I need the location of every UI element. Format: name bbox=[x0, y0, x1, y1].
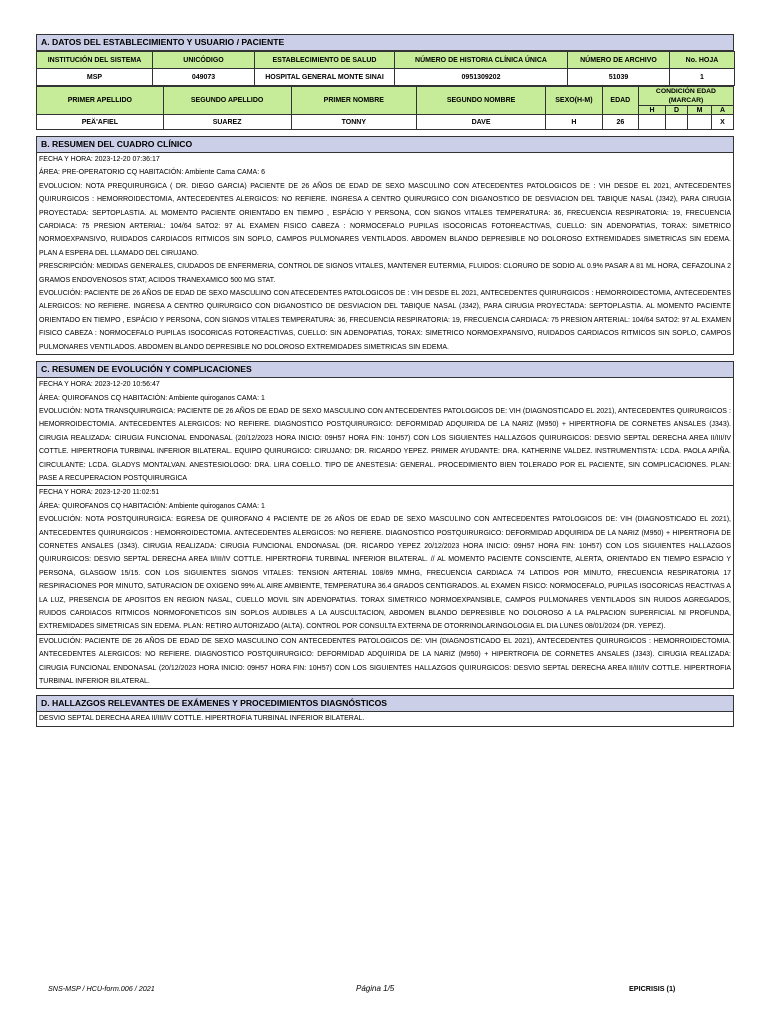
header-establecimiento: ESTABLECIMIENTO DE SALUD bbox=[255, 52, 395, 69]
c2-evolucion-2: EVOLUCIÓN: PACIENTE DE 26 AÑOS DE EDAD DE SEXO MASCULINO CON ANTECEDENTES PATOLOGICOS DE: VIH (DIAGNOSTICADO EL 2021), ANTECEDENTES QUIRURGICOS : HEMORROIDECTOMIA. ANTECEDENTES ALERGICOS: NO REFIERE. DIAGNOSTICO POSTQUIRURGICO: DEFORMIDAD ADQUIRIDA DE LA NARIZ (M950) + HIPERTROFIA DE CORNETES ANSALES (J343). CIRUGIA REALIZADA: CIRUGIA FUNCIONAL ENDONASAL (20/12/2023 HORA INICIO: 09H57 HORA FIN: 10H57) CON LOS SIGUIENTES HALLAZGOS QUIRURGICOS: DESVIO SEPTAL DERECHA AREA II/III/IV COTTLE. HIPERTROFIA TURBINAL INFERIOR BILATERAL. bbox=[37, 634, 733, 689]
header-segundo-nombre: SEGUNDO NOMBRE bbox=[417, 87, 546, 115]
section-c-body bbox=[36, 378, 734, 689]
c2-evolucion: EVOLUCIÓN: NOTA POSTQUIRURGICA: EGRESA DE QUIROFANO 4 PACIENTE DE 26 AÑOS DE EDAD DE SEXO MASCULINO CON ANTECEDENTES PATOLOGICOS DE: VIH (DIAGNOSTICADO EL 2021), ANTECEDENTES QUIRURGICOS : HEMORROIDECTOMIA. ANTECEDENTES ALERGICOS: NO REFIERE. DIAGNOSTICO POSTQUIRURGICO: DEFORMIDAD ADQUIRIDA DE LA NARIZ (M950) + HIPERTROFIA DE CORNETES ANSALES (J343). CIRUGIA REALIZADA: CIRUGIA FUNCIONAL ENDONASAL (DR. RICARDO YEPEZ 20/12/2023 HORA INICIO: 09H57 HORA FIN: 10H57) CON LOS SIGUIENTES HALLAZGOS QUIRURGICOS: DESVIO SEPTAL DERECHA AREA II/III/IV COTTLE. HIPERTROFIA TURBINAL INFERIOR BILATERAL. // AL MOMENTO PACIENTE CONSCIENTE, ALERTA, ORIENTADO EN TIEMPO ESPACIO Y PERSONA, GLASGOW 15/15. CON LOS SIGUIENTES SIGNOS VITALES: TENSION ARTERIAL 108/69 MMHG, FRECUENCIA CARDIACA 74 LATIDOS POR MINUTO, FRECUENCIA RESPIRATORIA 17 RESPIRACIONES POR MINUTO, SATURACION DE OXIGENO 99% AL AIRE AMBIENTE, TEMPERATURA 36.4 GRADOS CENTIGRADOS. AL EXAMEN FISICO: NORMOCEFALO, PUPILAS ISOCORICAS REACTIVAS A LA LUZ, PRESENCIA DE APOSITOS EN REGION NASAL, CUELLO MOVIL SIN ADENOPATIAS. TORAX SIMETRICO NORMOEXPANSIBLE, CAMPOS PULMONARES VENTILADOS SIN RUIDOS AGREGADOS, RUIDOS CARDIACOS RITMICOS NORMOFONETICOS SIN SOPLOS AUDIBLES A LA AUSCULTACION, ABDOMEN BLANDO DEPRESIBLE NO DOLOROSO A LA PALPACION SUPERFICIAL NI PROFUNDA, EXTREMIDADES SIMETRICAS SIN EDEMA. PLAN: RETIRO AUTORIZADO (ALTA). CONTROL POR CONSULTA EXTERNA DE OTORRINOLARINGOLOGIA EL DIA LUNES 08/01/2024 (DR. YEPEZ). bbox=[39, 516, 731, 631]
value-archivo: 51039 bbox=[568, 69, 670, 86]
value-cond-m bbox=[688, 115, 712, 130]
c2-area: ÁREA: QUIROFANOS CQ HABITACIÓN: Ambiente quiroganos CAMA: 1 bbox=[39, 502, 265, 510]
header-historia-clinica: NÚMERO DE HISTORIA CLÍNICA ÚNICA bbox=[395, 52, 568, 69]
b-evolucion-2: EVOLUCIÓN: PACIENTE DE 26 AÑOS DE EDAD DE SEXO MASCULINO CON ATECEDENTES PATOLOGICOS DE : VIH DESDE EL 2021, ANTECEDENTES QUIRURGICOS : HEMORROIDECTOMIA, ANTECEDENTES ALERGICOS: NO REFIERE. INGRESA A CENTRO QUIRURGICO CON DIGANOSTICO DE DESVIACION DEL TABIQUE NASAL (J342), PARA CIRUGIA PROYECTADA: SEPTOPLASTIA. AL MOMENTO PACIENTE ORIENTADO EN TIEMPO , ESPÁCIO Y PERSONA, CON SIGNOS VITALES TEMPERATURA: 36, FRECUENCIA RESPIRATORIA: 19, FRECUENCIA CARDIACA: 75 PRESION ARTERIAL: 104/64 SATO2: 97 AL EXAMEN FISICO CABEZA : NORMOCEFALO PUPILAS ISOCORICAS FOTOREACTIVAS, CUELLO: SIN ADENOPATIAS, TORAX: SIMETRICO NORMOEXPANSIVO, RUIDADOS CARDIACOS RITMICOS SIN SOPLO, CAMPOS PULMONARES VENTILADOS. ABDOMEN BLANDO DEPRESIBLE NO DOLOROSO EXTREMIDADES SIMETRICAS SIN EDEMA. bbox=[39, 290, 731, 351]
value-cond-a: X bbox=[712, 115, 734, 130]
value-establecimiento: HOSPITAL GENERAL MONTE SINAI bbox=[255, 69, 395, 86]
header-condicion-edad: CONDICIÓN EDAD (MARCAR) bbox=[638, 87, 733, 106]
c1-area: ÁREA: QUIROFANOS CQ HABITACIÓN: Ambiente quiroganos CAMA: 1 bbox=[39, 394, 265, 402]
value-unicodigo: 049073 bbox=[153, 69, 255, 86]
d-text: DESVIO SEPTAL DERECHA AREA II/III/IV COTTLE. HIPERTROFIA TURBINAL INFERIOR BILATERAL. bbox=[39, 715, 365, 723]
b-prescripcion: PRESCRIPCIÓN: MEDIDAS GENERALES, CIUDADOS DE ENFERMERIA, CONTROL DE SIGNOS VITALES, MANTENER EUTERMIA, FLUIDOS: CLORURO DE SODIO AL 0.9% PASAR A 81 ML HORA, CEFAZOLINA 2 GRAMOS ENDOVENOSOS STAT, ACIDOS TRANEXAMICO 500 MG STAT. bbox=[39, 263, 731, 284]
cond-h: H bbox=[638, 106, 665, 115]
header-primer-nombre: PRIMER NOMBRE bbox=[291, 87, 417, 115]
value-sexo: H bbox=[546, 115, 603, 130]
establishment-table bbox=[36, 51, 735, 86]
header-hoja: No. HOJA bbox=[670, 52, 735, 69]
c2-fecha: FECHA Y HORA: 2023-12-20 11:02:51 bbox=[39, 489, 160, 497]
b-area: ÁREA: PRE-OPERATORIO CQ HABITACIÓN: Ambiente Cama CAMA: 6 bbox=[39, 169, 265, 177]
c-entry bbox=[37, 485, 733, 688]
form-page bbox=[36, 34, 734, 727]
section-b-body bbox=[36, 153, 734, 355]
header-sexo: SEXO(H-M) bbox=[546, 87, 603, 115]
c-entry bbox=[37, 378, 733, 485]
header-primer-apellido: PRIMER APELLIDO bbox=[37, 87, 164, 115]
b-fecha: FECHA Y HORA: 2023-12-20 07:36:17 bbox=[39, 156, 160, 163]
value-cond-h bbox=[638, 115, 665, 130]
c1-fecha: FECHA Y HORA: 2023-12-20 10:56:47 bbox=[39, 381, 160, 389]
value-institucion: MSP bbox=[37, 69, 153, 86]
section-a-title: A. DATOS DEL ESTABLECIMIENTO Y USUARIO / PACIENTE bbox=[36, 34, 734, 51]
header-segundo-apellido: SEGUNDO APELLIDO bbox=[163, 87, 291, 115]
value-primer-apellido: PEÄ'AFIEL bbox=[37, 115, 164, 130]
page-number: Página 1/5 bbox=[356, 984, 395, 993]
cond-a: A bbox=[712, 106, 734, 115]
section-d-body bbox=[36, 712, 734, 726]
value-historia-clinica: 0951309202 bbox=[395, 69, 568, 86]
value-segundo-apellido: SUAREZ bbox=[163, 115, 291, 130]
form-code: SNS-MSP / HCU-form.006 / 2021 bbox=[48, 984, 155, 993]
cond-d: D bbox=[666, 106, 688, 115]
patient-table bbox=[36, 86, 734, 130]
value-edad: 26 bbox=[602, 115, 638, 130]
cond-m: M bbox=[688, 106, 712, 115]
section-d-title: D. HALLAZGOS RELEVANTES DE EXÁMENES Y PROCEDIMIENTOS DIAGNÓSTICOS bbox=[36, 695, 734, 712]
header-edad: EDAD bbox=[602, 87, 638, 115]
section-b-title: B. RESUMEN DEL CUADRO CLÍNICO bbox=[36, 136, 734, 153]
header-archivo: NÚMERO DE ARCHIVO bbox=[568, 52, 670, 69]
header-institucion: INSTITUCIÓN DEL SISTEMA bbox=[37, 52, 153, 69]
section-c-title: C. RESUMEN DE EVOLUCIÓN Y COMPLICACIONES bbox=[36, 361, 734, 378]
value-hoja: 1 bbox=[670, 69, 735, 86]
header-unicodigo: UNICÓDIGO bbox=[153, 52, 255, 69]
value-primer-nombre: TONNY bbox=[291, 115, 417, 130]
b-evolucion: EVOLUCION: NOTA PREQUIRURGICA ( DR. DIEGO GARCIA) PACIENTE DE 26 AÑOS DE EDAD DE SEXO MASCULINO CON ATECEDENTES PATOLOGICOS DE : VIH DESDE EL 2021, ANTECEDENTES QUIRURGICOS : HEMORROIDECTOMIA, ANTECEDENTES ALERGICOS: NO REFIERE. INGRESA A CENTRO QUIRURGICO CON DIGANOSTICO DE DESVIACION DEL TABIQUE NASAL (J342), PARA CIRUGIA PROYECTADA: SEPTOPLASTIA. AL MOMENTO PACIENTE ORIENTADO EN TIEMPO , ESPÁCIO Y PERSONA, CON SIGNOS VITALES TEMPERATURA: 36, FRECUENCIA RESPIRATORIA: 19, FRECUENCIA CARDIACA: 75 PRESION ARTERIAL: 104/64 SATO2: 97 AL EXAMEN FISICO CABEZA : NORMOCEFALO PUPILAS ISOCORICAS FOTOREACTIVAS, CUELLO: SIN ADENOPATIAS, TORAX: SIMETRICO NORMOEXPANSIVO, RUIDADOS CARDIACOS RITMICOS SIN SOPLO, CAMPOS PULMONARES VENTILADOS. ABDOMEN BLANDO DEPRESIBLE NO DOLOROSO EXTREMIDADES SIMETRICAS SIN EDEMA. PLAN A ESPERA DEL LLAMADO DEL CIRUJANO. bbox=[39, 182, 731, 257]
value-cond-d bbox=[666, 115, 688, 130]
value-segundo-nombre: DAVE bbox=[417, 115, 546, 130]
c1-evolucion: EVOLUCIÓN: NOTA TRANSQUIRURGICA: PACIENTE DE 26 AÑOS DE EDAD DE SEXO MASCULINO CON ANTECEDENTES PATOLOGICOS DE: VIH (DIAGNOSTICADO EL 2021), ANTECEDENTES QUIRURGICOS : HEMORROIDECTOMIA. ANTECEDENTES ALERGICOS: NO REFIERE. DIAGNOSTICO POSTQUIRURGICO: DEFORMIDAD ADQUIRIDA DE LA NARIZ (M950) + HIPERTROFIA DE CORNETES ANSALES (J343). CIRUGIA REALIZADA: CIRUGIA FUNCIONAL ENDONASAL (20/12/2023 HORA INICIO: 09H57 HORA FIN: 10H57) CON LOS SIGUIENTES HALLAZGOS QUIRURGICOS: DESVIO SEPTAL DERECHA AREA II/III/IV COTTLE. HIPERTROFIA TURBINAL INFERIOR BILATERAL. EQUIPO QUIRURGICO: CIRUJANO: DR. RICARDO YEPEZ. PRIMER AYUDANTE: DRA. KATHERINE VALDEZ. INSTRUMENTISTA: LCDA. PAOLA APIÑA. CIRCULANTE: LCDA. GLADYS MONTALVAN. ANESTESIOLOGO: DRA. LIRA COELLO. TIPO DE ANESTESIA: GENERAL. PROCEDIMIENTO BIEN TOLERADO POR EL PACIENTE, SIN COMPLICACIONES. PLAN: PASE A RECUPERACION POSTQUIRURGICA bbox=[39, 407, 731, 482]
document-type: EPICRISIS (1) bbox=[629, 984, 676, 993]
